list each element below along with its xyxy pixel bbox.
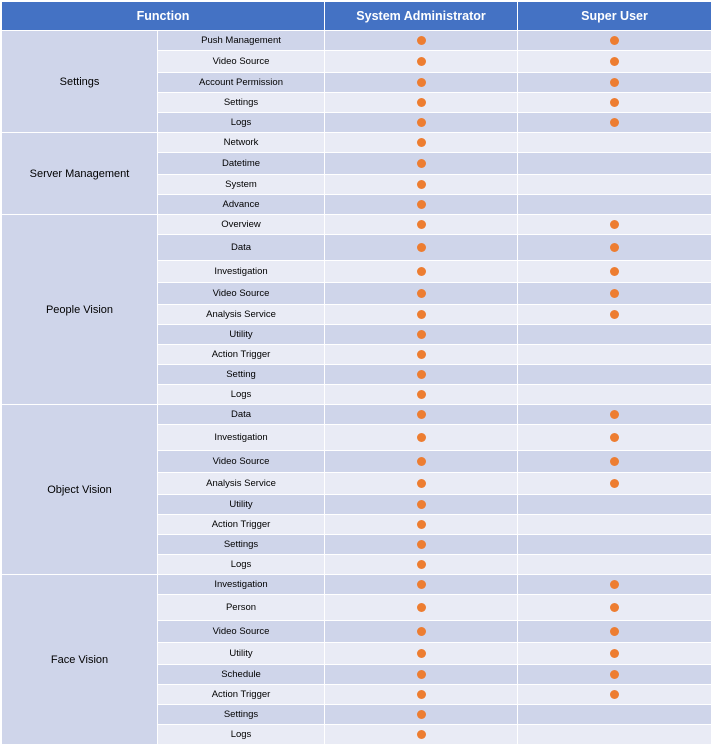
feature-label: Video Source (158, 51, 325, 73)
feature-label: Investigation (158, 425, 325, 451)
feature-label: Logs (158, 113, 325, 133)
feature-label: Logs (158, 385, 325, 405)
super-user-cell (518, 325, 712, 345)
orange-dot-icon (610, 649, 619, 658)
orange-dot-icon (417, 500, 426, 509)
system-administrator-cell (325, 93, 518, 113)
super-user-cell (518, 621, 712, 643)
system-administrator-cell (325, 405, 518, 425)
super-user-cell (518, 495, 712, 515)
super-user-cell (518, 725, 712, 745)
system-administrator-cell (325, 685, 518, 705)
system-administrator-cell (325, 621, 518, 643)
orange-dot-icon (417, 78, 426, 87)
group-label-server-management: Server Management (2, 133, 158, 215)
orange-dot-icon (417, 457, 426, 466)
orange-dot-icon (417, 730, 426, 739)
feature-label: Schedule (158, 665, 325, 685)
system-administrator-cell (325, 305, 518, 325)
orange-dot-icon (417, 710, 426, 719)
system-administrator-cell (325, 555, 518, 575)
feature-label: Analysis Service (158, 305, 325, 325)
orange-dot-icon (610, 267, 619, 276)
orange-dot-icon (417, 267, 426, 276)
orange-dot-icon (417, 159, 426, 168)
table-row (2, 133, 712, 153)
table-body (2, 31, 712, 745)
super-user-cell (518, 705, 712, 725)
feature-label: Logs (158, 725, 325, 745)
system-administrator-cell (325, 451, 518, 473)
feature-label: Utility (158, 325, 325, 345)
orange-dot-icon (610, 78, 619, 87)
orange-dot-icon (417, 560, 426, 569)
system-administrator-cell (325, 153, 518, 175)
super-user-cell (518, 113, 712, 133)
super-user-cell (518, 451, 712, 473)
orange-dot-icon (417, 690, 426, 699)
orange-dot-icon (417, 433, 426, 442)
orange-dot-icon (610, 433, 619, 442)
table-row (2, 215, 712, 235)
orange-dot-icon (417, 243, 426, 252)
super-user-cell (518, 305, 712, 325)
super-user-cell (518, 175, 712, 195)
super-user-cell (518, 133, 712, 153)
orange-dot-icon (417, 289, 426, 298)
system-administrator-cell (325, 643, 518, 665)
table-row (2, 31, 712, 51)
orange-dot-icon (417, 410, 426, 419)
header-function: Function (2, 2, 325, 31)
system-administrator-cell (325, 261, 518, 283)
feature-label: Video Source (158, 451, 325, 473)
feature-label: Data (158, 405, 325, 425)
orange-dot-icon (610, 243, 619, 252)
group-label-object-vision: Object Vision (2, 405, 158, 575)
system-administrator-cell (325, 365, 518, 385)
orange-dot-icon (610, 410, 619, 419)
feature-label: Utility (158, 495, 325, 515)
orange-dot-icon (610, 36, 619, 45)
feature-label: System (158, 175, 325, 195)
super-user-cell (518, 665, 712, 685)
orange-dot-icon (417, 580, 426, 589)
system-administrator-cell (325, 215, 518, 235)
super-user-cell (518, 153, 712, 175)
orange-dot-icon (417, 220, 426, 229)
system-administrator-cell (325, 725, 518, 745)
super-user-cell (518, 73, 712, 93)
super-user-cell (518, 515, 712, 535)
table-row (2, 575, 712, 595)
group-label-settings: Settings (2, 31, 158, 133)
orange-dot-icon (610, 670, 619, 679)
orange-dot-icon (610, 220, 619, 229)
super-user-cell (518, 473, 712, 495)
super-user-cell (518, 575, 712, 595)
orange-dot-icon (610, 627, 619, 636)
super-user-cell (518, 215, 712, 235)
system-administrator-cell (325, 575, 518, 595)
table-row (2, 405, 712, 425)
super-user-cell (518, 51, 712, 73)
orange-dot-icon (417, 350, 426, 359)
orange-dot-icon (610, 457, 619, 466)
system-administrator-cell (325, 665, 518, 685)
header-system-administrator: System Administrator (325, 2, 518, 31)
feature-label: Overview (158, 215, 325, 235)
orange-dot-icon (417, 670, 426, 679)
system-administrator-cell (325, 31, 518, 51)
system-administrator-cell (325, 425, 518, 451)
system-administrator-cell (325, 51, 518, 73)
header-super-user: Super User (518, 2, 712, 31)
feature-label: Logs (158, 555, 325, 575)
system-administrator-cell (325, 515, 518, 535)
feature-label: Analysis Service (158, 473, 325, 495)
orange-dot-icon (610, 603, 619, 612)
super-user-cell (518, 643, 712, 665)
super-user-cell (518, 195, 712, 215)
super-user-cell (518, 685, 712, 705)
table-header (2, 2, 712, 31)
orange-dot-icon (610, 690, 619, 699)
orange-dot-icon (610, 580, 619, 589)
orange-dot-icon (417, 370, 426, 379)
system-administrator-cell (325, 495, 518, 515)
feature-label: Settings (158, 535, 325, 555)
system-administrator-cell (325, 73, 518, 93)
super-user-cell (518, 385, 712, 405)
feature-label: Video Source (158, 283, 325, 305)
feature-label: Investigation (158, 575, 325, 595)
system-administrator-cell (325, 705, 518, 725)
feature-label: Video Source (158, 621, 325, 643)
orange-dot-icon (417, 310, 426, 319)
system-administrator-cell (325, 345, 518, 365)
system-administrator-cell (325, 235, 518, 261)
orange-dot-icon (417, 479, 426, 488)
group-label-face-vision: Face Vision (2, 575, 158, 745)
system-administrator-cell (325, 595, 518, 621)
orange-dot-icon (417, 200, 426, 209)
orange-dot-icon (417, 603, 426, 612)
feature-label: Network (158, 133, 325, 153)
orange-dot-icon (417, 520, 426, 529)
feature-label: Settings (158, 705, 325, 725)
group-label-people-vision: People Vision (2, 215, 158, 405)
permission-table (1, 1, 712, 745)
feature-label: Setting (158, 365, 325, 385)
feature-label: Datetime (158, 153, 325, 175)
orange-dot-icon (417, 36, 426, 45)
system-administrator-cell (325, 175, 518, 195)
orange-dot-icon (417, 330, 426, 339)
super-user-cell (518, 261, 712, 283)
orange-dot-icon (417, 57, 426, 66)
super-user-cell (518, 93, 712, 113)
orange-dot-icon (610, 479, 619, 488)
super-user-cell (518, 31, 712, 51)
system-administrator-cell (325, 133, 518, 153)
super-user-cell (518, 425, 712, 451)
super-user-cell (518, 365, 712, 385)
super-user-cell (518, 535, 712, 555)
orange-dot-icon (610, 289, 619, 298)
system-administrator-cell (325, 325, 518, 345)
feature-label: Settings (158, 93, 325, 113)
orange-dot-icon (417, 390, 426, 399)
feature-label: Push Management (158, 31, 325, 51)
super-user-cell (518, 555, 712, 575)
orange-dot-icon (417, 138, 426, 147)
feature-label: Utility (158, 643, 325, 665)
orange-dot-icon (610, 118, 619, 127)
orange-dot-icon (417, 540, 426, 549)
feature-label: Data (158, 235, 325, 261)
system-administrator-cell (325, 113, 518, 133)
system-administrator-cell (325, 195, 518, 215)
system-administrator-cell (325, 283, 518, 305)
system-administrator-cell (325, 473, 518, 495)
orange-dot-icon (610, 310, 619, 319)
feature-label: Account Permission (158, 73, 325, 93)
super-user-cell (518, 235, 712, 261)
super-user-cell (518, 595, 712, 621)
orange-dot-icon (417, 649, 426, 658)
super-user-cell (518, 405, 712, 425)
feature-label: Action Trigger (158, 515, 325, 535)
orange-dot-icon (610, 57, 619, 66)
orange-dot-icon (610, 98, 619, 107)
orange-dot-icon (417, 627, 426, 636)
feature-label: Action Trigger (158, 345, 325, 365)
super-user-cell (518, 283, 712, 305)
feature-label: Advance (158, 195, 325, 215)
super-user-cell (518, 345, 712, 365)
orange-dot-icon (417, 98, 426, 107)
feature-label: Action Trigger (158, 685, 325, 705)
orange-dot-icon (417, 180, 426, 189)
system-administrator-cell (325, 535, 518, 555)
orange-dot-icon (417, 118, 426, 127)
feature-label: Person (158, 595, 325, 621)
system-administrator-cell (325, 385, 518, 405)
feature-label: Investigation (158, 261, 325, 283)
